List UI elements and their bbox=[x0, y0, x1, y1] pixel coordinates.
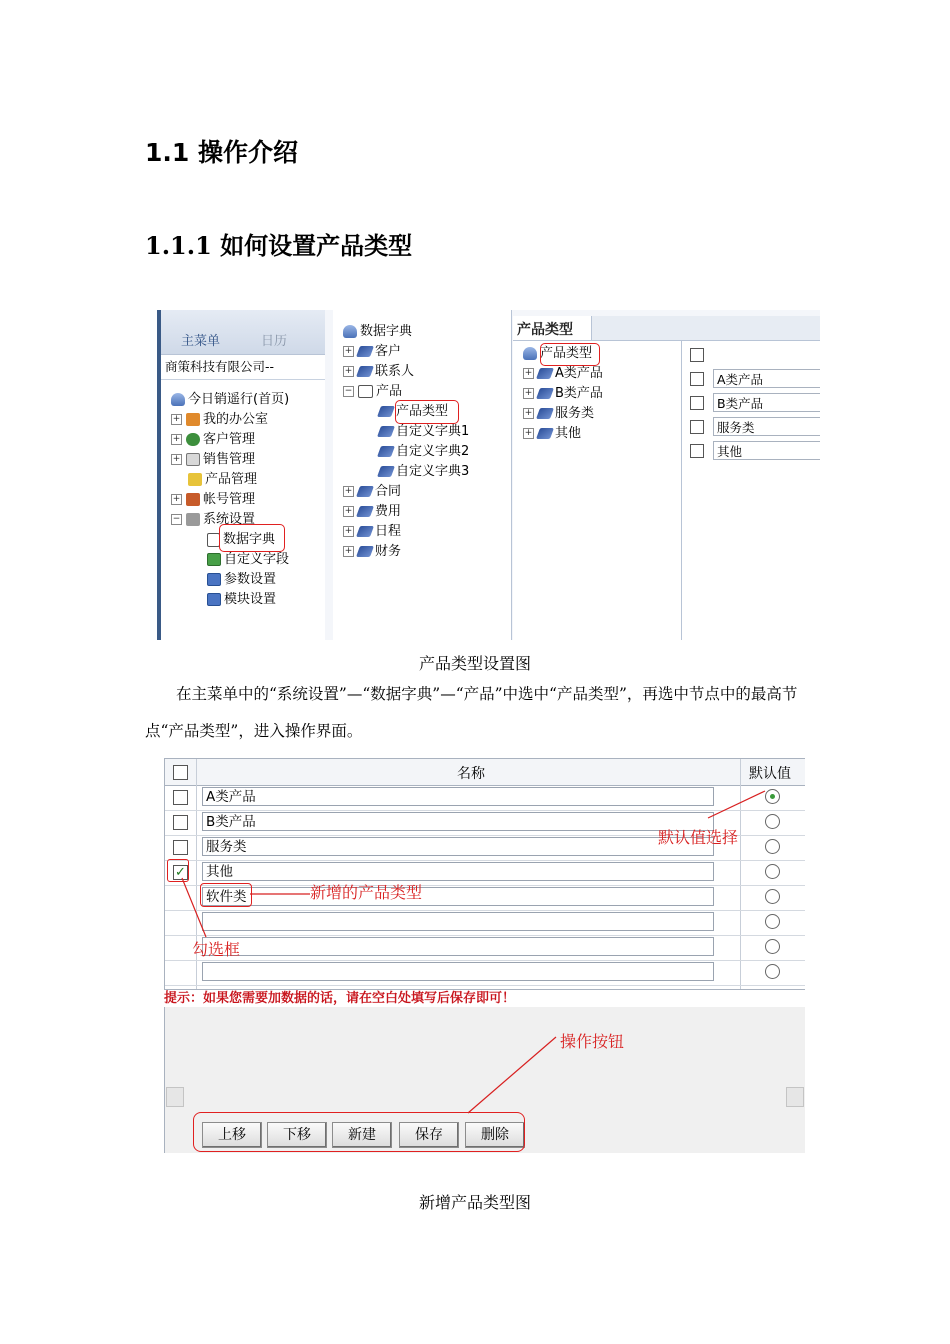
database-icon bbox=[523, 347, 537, 360]
menu-item-parameters[interactable]: 参数设置 bbox=[207, 570, 276, 590]
new-product-type-screenshot bbox=[160, 755, 805, 1153]
expand-icon[interactable]: + bbox=[344, 546, 353, 556]
name-field[interactable]: 服务类 bbox=[202, 837, 714, 856]
product-type-panel bbox=[513, 316, 820, 640]
expand-icon[interactable]: + bbox=[524, 408, 533, 418]
dict-item-finance[interactable]: + 财务 bbox=[344, 544, 402, 559]
type-tree-item-a[interactable]: + A类产品 bbox=[524, 366, 603, 381]
tile-icon bbox=[207, 593, 221, 606]
menu-item-office[interactable]: + 我的办公室 bbox=[172, 412, 269, 427]
menu-item-customer[interactable]: + 客户管理 bbox=[172, 432, 256, 447]
hint-text: 提示：如果您需要加数据的话，请在空白处填写后保存即可！ bbox=[164, 991, 516, 1006]
expand-icon[interactable]: + bbox=[524, 428, 533, 438]
list-item[interactable]: A类产品 bbox=[713, 369, 820, 388]
expand-icon[interactable]: + bbox=[172, 434, 181, 444]
book-icon bbox=[377, 426, 395, 437]
menu-item-sales[interactable]: + 销售管理 bbox=[172, 452, 256, 467]
book-icon bbox=[356, 346, 374, 357]
menu-item-modules[interactable]: 模块设置 bbox=[207, 590, 276, 610]
expand-icon[interactable]: + bbox=[172, 494, 181, 504]
book-icon bbox=[377, 466, 395, 477]
menu-item-product[interactable]: 产品管理 bbox=[188, 470, 257, 490]
tile-icon bbox=[207, 573, 221, 586]
open-book-icon bbox=[358, 385, 373, 398]
list-item[interactable]: B类产品 bbox=[713, 393, 820, 412]
section-heading: 1.1 操作介绍 bbox=[145, 138, 298, 167]
expand-icon[interactable]: + bbox=[344, 346, 353, 356]
header-default: 默认值 bbox=[749, 766, 791, 782]
row-checkbox[interactable] bbox=[690, 372, 704, 386]
dict-item-contract[interactable]: + 合同 bbox=[344, 484, 402, 499]
product-type-header bbox=[513, 316, 820, 341]
book-icon bbox=[356, 506, 374, 517]
customer-icon bbox=[186, 433, 200, 446]
book-icon bbox=[356, 486, 374, 497]
name-field[interactable]: 其他 bbox=[202, 862, 714, 881]
product-type-settings-screenshot bbox=[157, 310, 820, 640]
expand-icon[interactable]: + bbox=[524, 368, 533, 378]
dict-item-contact[interactable]: + 联系人 bbox=[344, 364, 415, 379]
book-icon bbox=[536, 428, 554, 439]
figure1-caption: 产品类型设置图 bbox=[418, 654, 531, 673]
expand-icon[interactable]: + bbox=[344, 366, 353, 376]
type-tree-item-service[interactable]: + 服务类 bbox=[524, 406, 595, 421]
menu-item-home[interactable]: 今日销遥行(首页) bbox=[171, 390, 289, 410]
dict-item-product-type[interactable]: 产品类型 bbox=[379, 402, 448, 422]
highlight-product-type bbox=[395, 400, 459, 424]
expand-icon[interactable]: + bbox=[344, 486, 353, 496]
dict-item-customer[interactable]: + 客户 bbox=[344, 344, 402, 359]
dict-root[interactable]: 数据字典 bbox=[343, 322, 412, 342]
annotation-default-select: 默认值选择 bbox=[658, 828, 739, 847]
name-field[interactable]: A类产品 bbox=[202, 787, 714, 806]
menu-item-system-settings[interactable]: − 系统设置 bbox=[172, 512, 256, 527]
tools-icon bbox=[186, 513, 200, 526]
list-item[interactable]: 服务类 bbox=[713, 417, 820, 436]
dictionary-tree-panel bbox=[333, 310, 512, 640]
instruction-paragraph: 在主菜单中的“系统设置”—“数据字典”—“产品”中选中“产品类型”，再选中节点中的最高节点“产品类型”，进入操作界面。 bbox=[145, 685, 798, 740]
dict-item-schedule[interactable]: + 日程 bbox=[344, 524, 402, 539]
book-icon bbox=[536, 388, 554, 399]
expand-icon[interactable]: + bbox=[344, 526, 353, 536]
highlight-data-dictionary bbox=[219, 524, 285, 552]
save-button[interactable]: 保存 bbox=[399, 1122, 459, 1148]
database-icon bbox=[343, 325, 357, 338]
product-type-title: 产品类型 bbox=[517, 322, 573, 338]
new-button[interactable]: 新建 bbox=[332, 1122, 392, 1148]
expand-icon[interactable]: + bbox=[524, 388, 533, 398]
type-tree-root[interactable]: 产品类型 bbox=[523, 344, 592, 364]
list-item[interactable]: 其他 bbox=[713, 441, 820, 460]
type-tree-item-b[interactable]: + B类产品 bbox=[524, 386, 603, 401]
row-checkbox[interactable] bbox=[690, 396, 704, 410]
expand-icon[interactable]: + bbox=[344, 506, 353, 516]
collapse-icon[interactable]: − bbox=[172, 514, 181, 524]
tab-main-menu[interactable]: 主菜单 bbox=[181, 334, 221, 349]
book-icon bbox=[536, 408, 554, 419]
menu-item-account[interactable]: + 帐号管理 bbox=[172, 492, 256, 507]
expand-icon[interactable]: + bbox=[172, 454, 181, 464]
dict-item-custom-3[interactable]: 自定义字典3 bbox=[379, 462, 469, 482]
book-icon bbox=[377, 446, 395, 457]
tab-calendar[interactable]: 日历 bbox=[261, 334, 288, 349]
select-all-checkbox[interactable] bbox=[690, 348, 704, 362]
move-down-button[interactable]: 下移 bbox=[267, 1122, 327, 1148]
highlight-type-root bbox=[540, 343, 600, 366]
book-icon bbox=[377, 406, 395, 417]
home-db-icon bbox=[171, 393, 185, 406]
product-icon bbox=[188, 473, 202, 486]
main-menu-panel bbox=[157, 310, 325, 640]
account-icon bbox=[186, 493, 200, 506]
book-icon bbox=[356, 366, 374, 377]
dict-item-product[interactable]: − 产品 bbox=[344, 384, 403, 399]
book-icon bbox=[356, 546, 374, 557]
type-tree-item-other[interactable]: + 其他 bbox=[524, 426, 582, 441]
row-checkbox[interactable] bbox=[690, 420, 704, 434]
house-icon bbox=[186, 413, 200, 426]
row-checkbox-checked[interactable]: ✓ bbox=[173, 865, 188, 880]
expand-icon[interactable]: + bbox=[172, 414, 181, 424]
name-field[interactable]: B类产品 bbox=[202, 812, 714, 831]
book-icon bbox=[536, 368, 554, 379]
book-icon bbox=[356, 526, 374, 537]
figure2-caption: 新增产品类型图 bbox=[418, 1193, 531, 1212]
name-field[interactable]: 软件类 bbox=[202, 887, 714, 906]
dict-item-expense[interactable]: + 费用 bbox=[344, 504, 402, 519]
collapse-icon[interactable]: − bbox=[344, 386, 353, 396]
subsection-heading: 1.1.1 如何设置产品类型 bbox=[145, 231, 413, 260]
chart-icon bbox=[186, 453, 200, 466]
dict-item-custom-2[interactable]: 自定义字典2 bbox=[379, 442, 469, 462]
annotation-checkbox: 勾选框 bbox=[192, 940, 241, 959]
annotation-new-type: 新增的产品类型 bbox=[310, 883, 423, 902]
header-name: 名称 bbox=[457, 766, 485, 782]
dict-item-custom-1[interactable]: 自定义字典1 bbox=[379, 422, 469, 442]
annotation-buttons: 操作按钮 bbox=[560, 1032, 625, 1051]
company-name: 商策科技有限公司-- bbox=[161, 355, 325, 380]
row-checkbox[interactable] bbox=[690, 444, 704, 458]
menu-tabs bbox=[161, 310, 325, 355]
menu-item-data-dictionary[interactable]: 数据字典 bbox=[207, 530, 275, 550]
delete-button[interactable]: 删除 bbox=[465, 1122, 525, 1148]
annotation-lines bbox=[160, 755, 805, 1153]
menu-item-custom-fields[interactable]: 自定义字段 bbox=[207, 550, 289, 570]
grid-icon bbox=[207, 553, 221, 566]
move-up-button[interactable]: 上移 bbox=[202, 1122, 262, 1148]
